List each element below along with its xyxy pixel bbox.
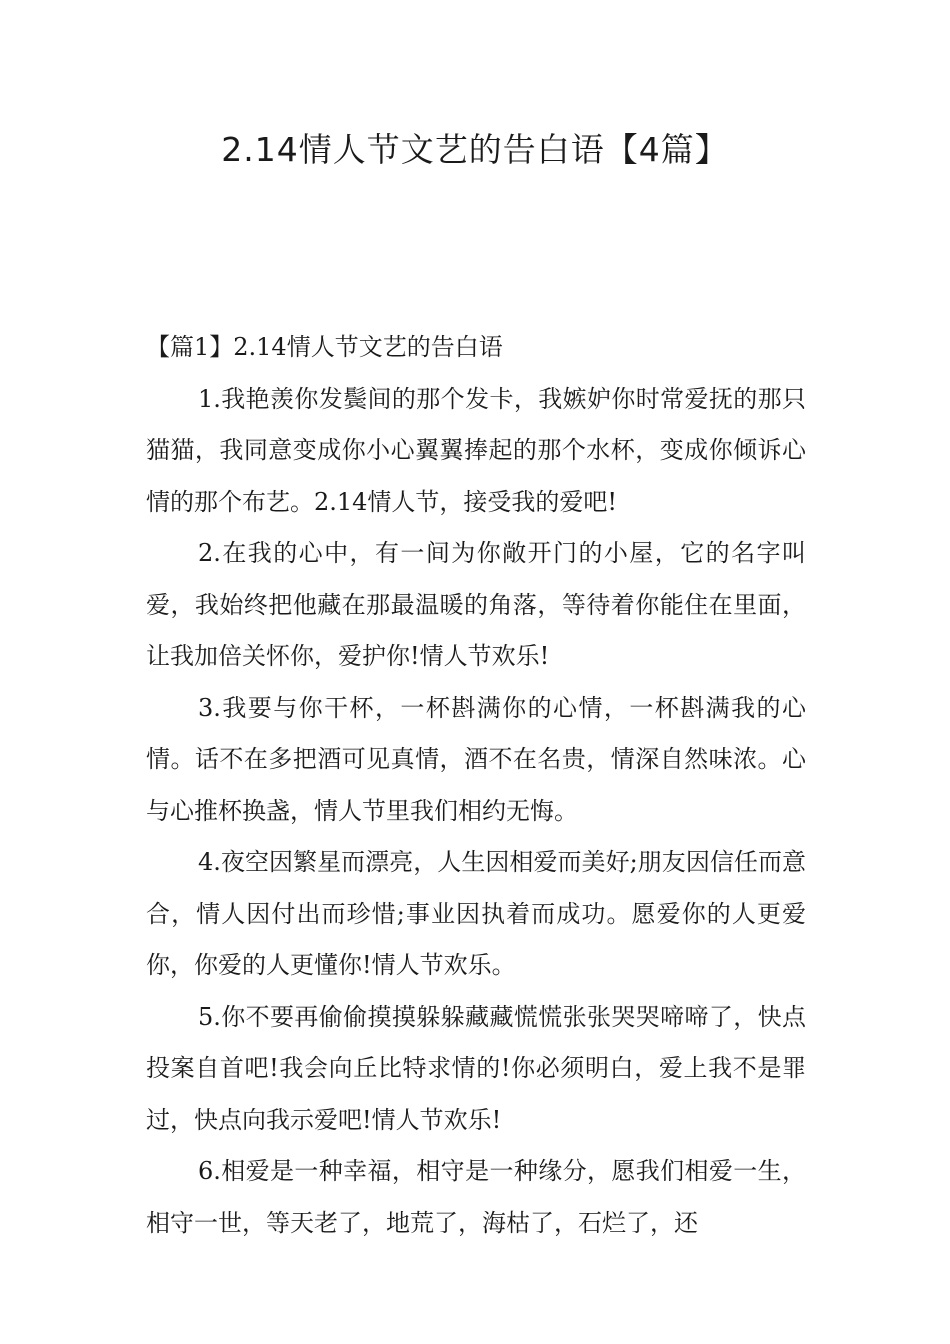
paragraph-5: 5.你不要再偷偷摸摸躲躲藏藏慌慌张张哭哭啼啼了，快点投案自首吧!我会向丘比特求情的!你必须明白，爱上我不是罪过，快点向我示爱吧!情人节欢乐! xyxy=(146,1002,806,1134)
paragraph-2: 2.在我的心中，有一间为你敞开门的小屋，它的名字叫爱，我始终把他藏在那最温暖的角落，等待着你能住在里面，让我加倍关怀你，爱护你!情人节欢乐! xyxy=(146,539,806,670)
document-body xyxy=(146,322,806,1249)
paragraph-6: 6.相爱是一种幸福，相守是一种缘分，愿我们相爱一生，相守一世，等天老了，地荒了，海枯了，石烂了，还 xyxy=(146,1157,806,1237)
document-title: 2.14情人节文艺的告白语【4篇】 xyxy=(221,130,729,169)
paragraph-1: 1.我艳羡你发鬓间的那个发卡，我嫉妒你时常爱抚的那只猫猫，我同意变成你小心翼翼捧起的那个水杯，变成你倾诉心情的那个布艺。2.14情人节，接受我的爱吧! xyxy=(146,384,806,516)
paragraph-4: 4.夜空因繁星而漂亮，人生因相爱而美好;朋友因信任而意合，情人因付出而珍惜;事业因执着而成功。愿爱你的人更爱你，你爱的人更懂你!情人节欢乐。 xyxy=(146,848,806,979)
paragraph-3: 3.我要与你干杯，一杯斟满你的心情，一杯斟满我的心情。话不在多把酒可见真情，酒不在名贵，情深自然味浓。心与心推杯换盏，情人节里我们相约无悔。 xyxy=(146,693,806,825)
section-heading: 【篇1】2.14情人节文艺的告白语 xyxy=(146,333,503,361)
